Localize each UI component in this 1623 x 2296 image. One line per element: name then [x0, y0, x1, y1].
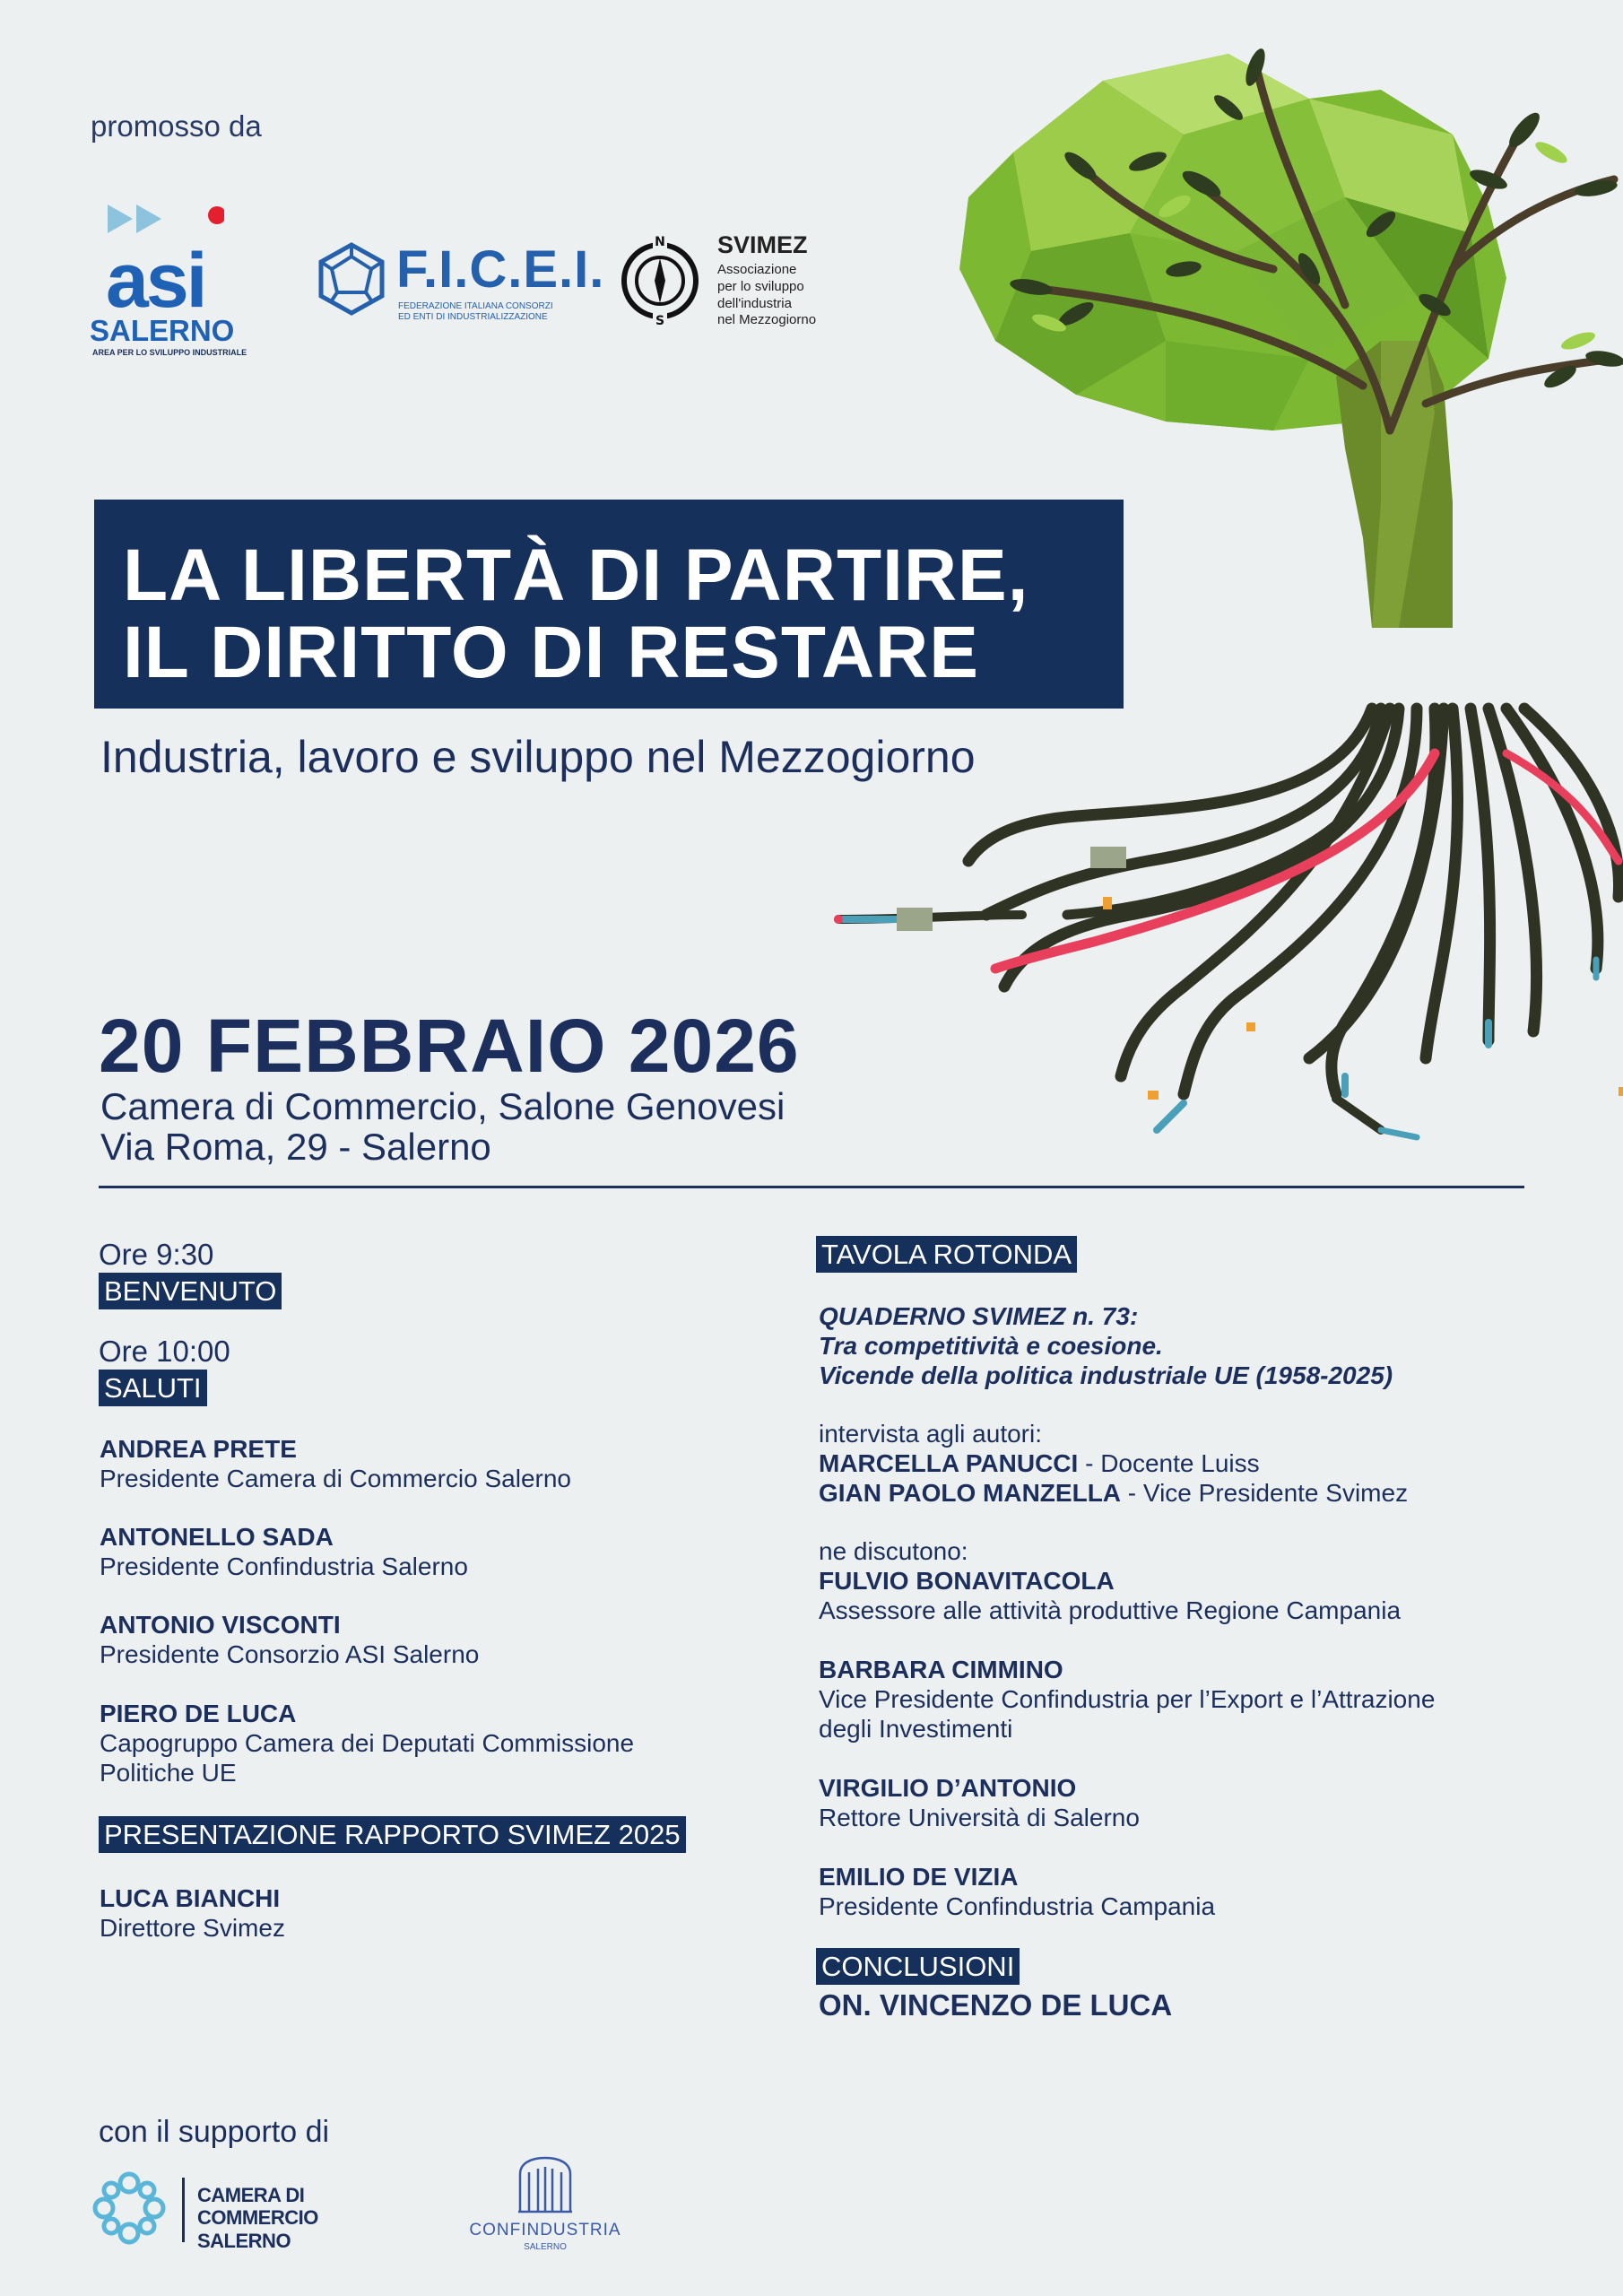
compass-icon — [617, 231, 703, 330]
speaker-role: Direttore Svimez — [100, 1913, 285, 1942]
title-line-1: LA LIBERTÀ DI PARTIRE, — [123, 535, 1029, 616]
subtitle: Industria, lavoro e sviluppo nel Mezzogiorno — [100, 732, 976, 782]
speaker-role: Presidente Confindustria Salerno — [100, 1552, 468, 1580]
asi-salerno-logo: asi SALERNO AREA PER LO SVILUPPO INDUSTRIALE — [90, 199, 247, 361]
speaker-name: ANDREA PRETE — [100, 1435, 297, 1463]
event-date: 20 FEBBRAIO 2026 — [99, 1004, 800, 1088]
discuss-label: ne discutono: — [819, 1537, 968, 1565]
confindustria-emblem-icon — [516, 2156, 574, 2215]
speaker — [100, 1884, 285, 1944]
speaker-name: FULVIO BONAVITACOLA — [819, 1566, 1115, 1595]
speaker-name: EMILIO DE VIZIA — [819, 1863, 1019, 1891]
speaker-role: Presidente Consorzio ASI Salerno — [100, 1639, 480, 1668]
support-label: con il supporto di — [99, 2115, 330, 2149]
speaker — [100, 1611, 479, 1670]
tag-welcome: BENVENUTO — [99, 1273, 282, 1309]
speaker-role: Capogruppo Camera dei Deputati Commissione — [100, 1728, 635, 1757]
closing-speaker: ON. VINCENZO DE LUCA — [819, 1988, 1173, 2022]
camera-logo-divider — [182, 2178, 185, 2242]
speaker-role: degli Investimenti — [819, 1714, 1013, 1743]
speaker — [100, 1523, 468, 1582]
tag-presentation: PRESENTAZIONE RAPPORTO SVIMEZ 2025 — [99, 1816, 686, 1853]
speaker-role: Rettore Università di Salerno — [819, 1803, 1140, 1831]
book-title: QUADERNO SVIMEZ n. 73: Tra competitività e coesione. Vicende della politica industriale UE (1958-2025) — [819, 1302, 1393, 1389]
speaker-role: Politiche UE — [100, 1758, 237, 1787]
author: MARCELLA PANUCCI - Docente Luiss — [819, 1448, 1260, 1477]
speaker-name: ANTONELLO SADA — [100, 1523, 334, 1551]
speaker — [100, 1700, 634, 1787]
speaker-name: LUCA BIANCHI — [100, 1884, 281, 1912]
tag-conclusions: CONCLUSIONI — [816, 1948, 1020, 1985]
confindustria-logo: CONFINDUSTRIA SALERNO — [466, 2156, 628, 2255]
time-welcome: Ore 9:30 — [99, 1238, 214, 1271]
tag-greetings: SALUTI — [99, 1370, 207, 1406]
divider — [99, 1186, 1524, 1188]
camera-commercio-logo: CAMERA DI COMMERCIO SALERNO — [91, 2161, 414, 2260]
compass-south-label: S — [655, 314, 665, 328]
ficei-logo: F.I.C.E.I. FEDERAZIONE ITALIANA CONSORZI ED ENTI DI INDUSTRIALIZZAZIONE — [316, 242, 567, 332]
speaker-role: Presidente Camera di Commercio Salerno — [100, 1464, 571, 1492]
speaker-name: ANTONIO VISCONTI — [100, 1611, 341, 1639]
panel-speaker — [819, 1774, 1140, 1833]
title-line-2: IL DIRITTO DI RESTARE — [123, 612, 979, 693]
speaker — [100, 1435, 571, 1494]
tag-round-table: TAVOLA ROTONDA — [816, 1236, 1077, 1273]
speaker-role: Presidente Confindustria Campania — [819, 1892, 1216, 1920]
speaker-name: VIRGILIO D’ANTONIO — [819, 1774, 1077, 1802]
interview-label: intervista agli autori: — [819, 1420, 1043, 1448]
author: GIAN PAOLO MANZELLA - Vice Presidente Svimez — [819, 1478, 1409, 1507]
event-venue: Camera di Commercio, Salone Genovesi — [100, 1085, 785, 1127]
asi-triangles-icon — [108, 204, 224, 242]
compass-north-label: N — [655, 235, 665, 249]
panel-speaker — [819, 1863, 1215, 1922]
event-address: Via Roma, 29 - Salerno — [100, 1126, 491, 1168]
ficei-emblem-icon — [316, 242, 387, 316]
speaker-name: PIERO DE LUCA — [100, 1700, 297, 1727]
panel-speaker — [819, 1656, 1435, 1744]
promoted-by-label: promosso da — [91, 109, 262, 143]
time-greetings: Ore 10:00 — [99, 1335, 230, 1368]
camera-commercio-emblem-icon — [91, 2170, 167, 2246]
title-band — [94, 500, 1124, 709]
program-left-column — [99, 1238, 282, 1309]
speaker-name: BARBARA CIMMINO — [819, 1656, 1063, 1683]
svimez-logo: N S SVIMEZ Associazione per lo sviluppo dell'industria nel Mezzogiorno — [617, 231, 832, 339]
speaker-role: Vice Presidente Confindustria per l’Export e l’Attrazione — [819, 1684, 1436, 1713]
panel-speaker — [819, 1537, 1401, 1625]
speaker-role: Assessore alle attività produttive Regione Campania — [819, 1596, 1402, 1624]
authors-block — [819, 1420, 1408, 1508]
